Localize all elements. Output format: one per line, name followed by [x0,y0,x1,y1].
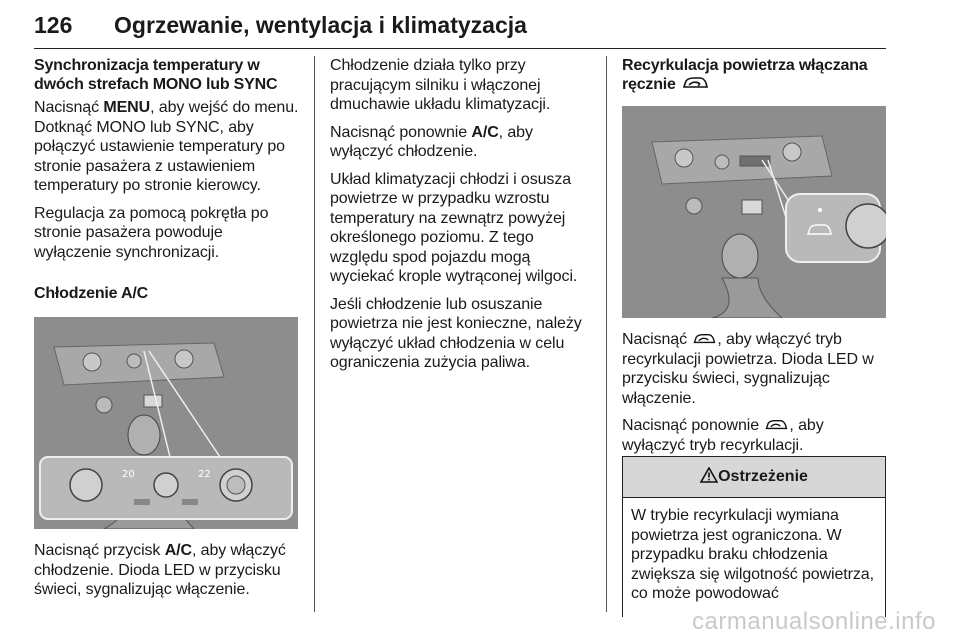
middle-paragraph-1: Chłodzenie działa tylko przy pracującym silniku i włączonej dmuchawie układu klimatyzacji. [330,57,551,113]
recirculation-icon [691,332,717,346]
recirc-paragraph-2 [622,416,888,455]
text: , aby włączyć chłodzenie. Dioda LED w przycisku świeci, sygnalizując włączenie. [34,542,286,598]
column-divider [606,56,607,612]
ac-term: A/C [471,123,499,141]
watermark: carmanualsonline.info [692,608,936,635]
page-number: 126 [34,12,73,38]
warning-title: Ostrzeżenie [718,468,808,485]
figure-recirc-panel [622,106,886,318]
recirculation-icon [680,75,710,91]
column-left [34,56,302,608]
text: , aby wyłączyć chłodzenie. [330,123,533,160]
panel-display-right: 22 [198,469,211,480]
figure-ac-panel [34,317,298,529]
column-middle [330,56,592,381]
warning-text: W trybie recyrkulacji wymiana powietrza jest ograniczona. W przypadku braku chłodzenia zwiększa się wilgotność powietrza, co może powodować [631,507,874,602]
ac-term: A/C [164,542,192,559]
warning-box [622,456,886,617]
warning-body [623,498,885,604]
recirc-panel-illustration [622,106,886,318]
text: Nacisnąć ponownie [622,417,764,434]
text: , aby wyłączyć tryb recyrkulacji. [622,417,824,454]
text: , aby włączyć tryb recyrkulacji powietrza. Dioda LED w przycisku świeci, sygnalizując włączenie. [622,331,874,407]
recirculation-icon [763,418,789,432]
recirc-paragraph-1 [622,330,888,408]
column-right [622,56,888,463]
middle-paragraph-4: Jeśli chłodzenie lub osuszanie powietrza nie jest konieczne, należy wyłączyć układ chłodzenia w celu ograniczenia zużycia paliwa. [330,295,582,371]
sync-paragraph-2: Regulacja za pomocą pokrętła po stronie pasażera powoduje wyłączenie synchronizacji. [34,204,269,261]
panel-display-left: 20 [122,469,135,480]
page-header [34,8,886,49]
text: Nacisnąć [622,331,692,348]
heading-recirc [622,56,888,94]
menu-term: MENU [103,99,151,116]
middle-paragraph-2 [330,123,592,162]
chapter-title: Ogrzewanie, wentylacja i klimatyzacja [114,12,527,38]
sync-paragraph-1 [34,98,302,196]
ac-panel-illustration [34,317,298,529]
warning-header [623,457,885,498]
text: Nacisnąć ponownie [330,123,472,141]
middle-paragraph-3: Układ klimatyzacji chłodzi i osusza powietrze w przypadku wzrostu temperatury na zewnątrz powyżej określonego poziomu. Z tego względu spod pojazdu mogą wyciekać krople wytrąconej wilgoci. [330,170,578,285]
text: Nacisnąć przycisk [34,542,165,559]
ac-paragraph [34,541,302,600]
column-divider [314,56,315,612]
text: , aby wejść do menu. Dotknąć MONO lub SYNC, aby połączyć ustawienie temperatury po stronie pasażera z ustawieniem temperatury po stronie kierowcy. [34,99,299,194]
text: Nacisnąć [34,99,104,116]
warning-triangle-icon [700,467,718,483]
heading-ac: Chłodzenie A/C [34,285,148,302]
heading-text: Recyrkulacja powietrza włączana ręcznie [622,57,868,93]
heading-sync: Synchronizacja temperatury w dwóch strefach MONO lub SYNC [34,57,278,93]
